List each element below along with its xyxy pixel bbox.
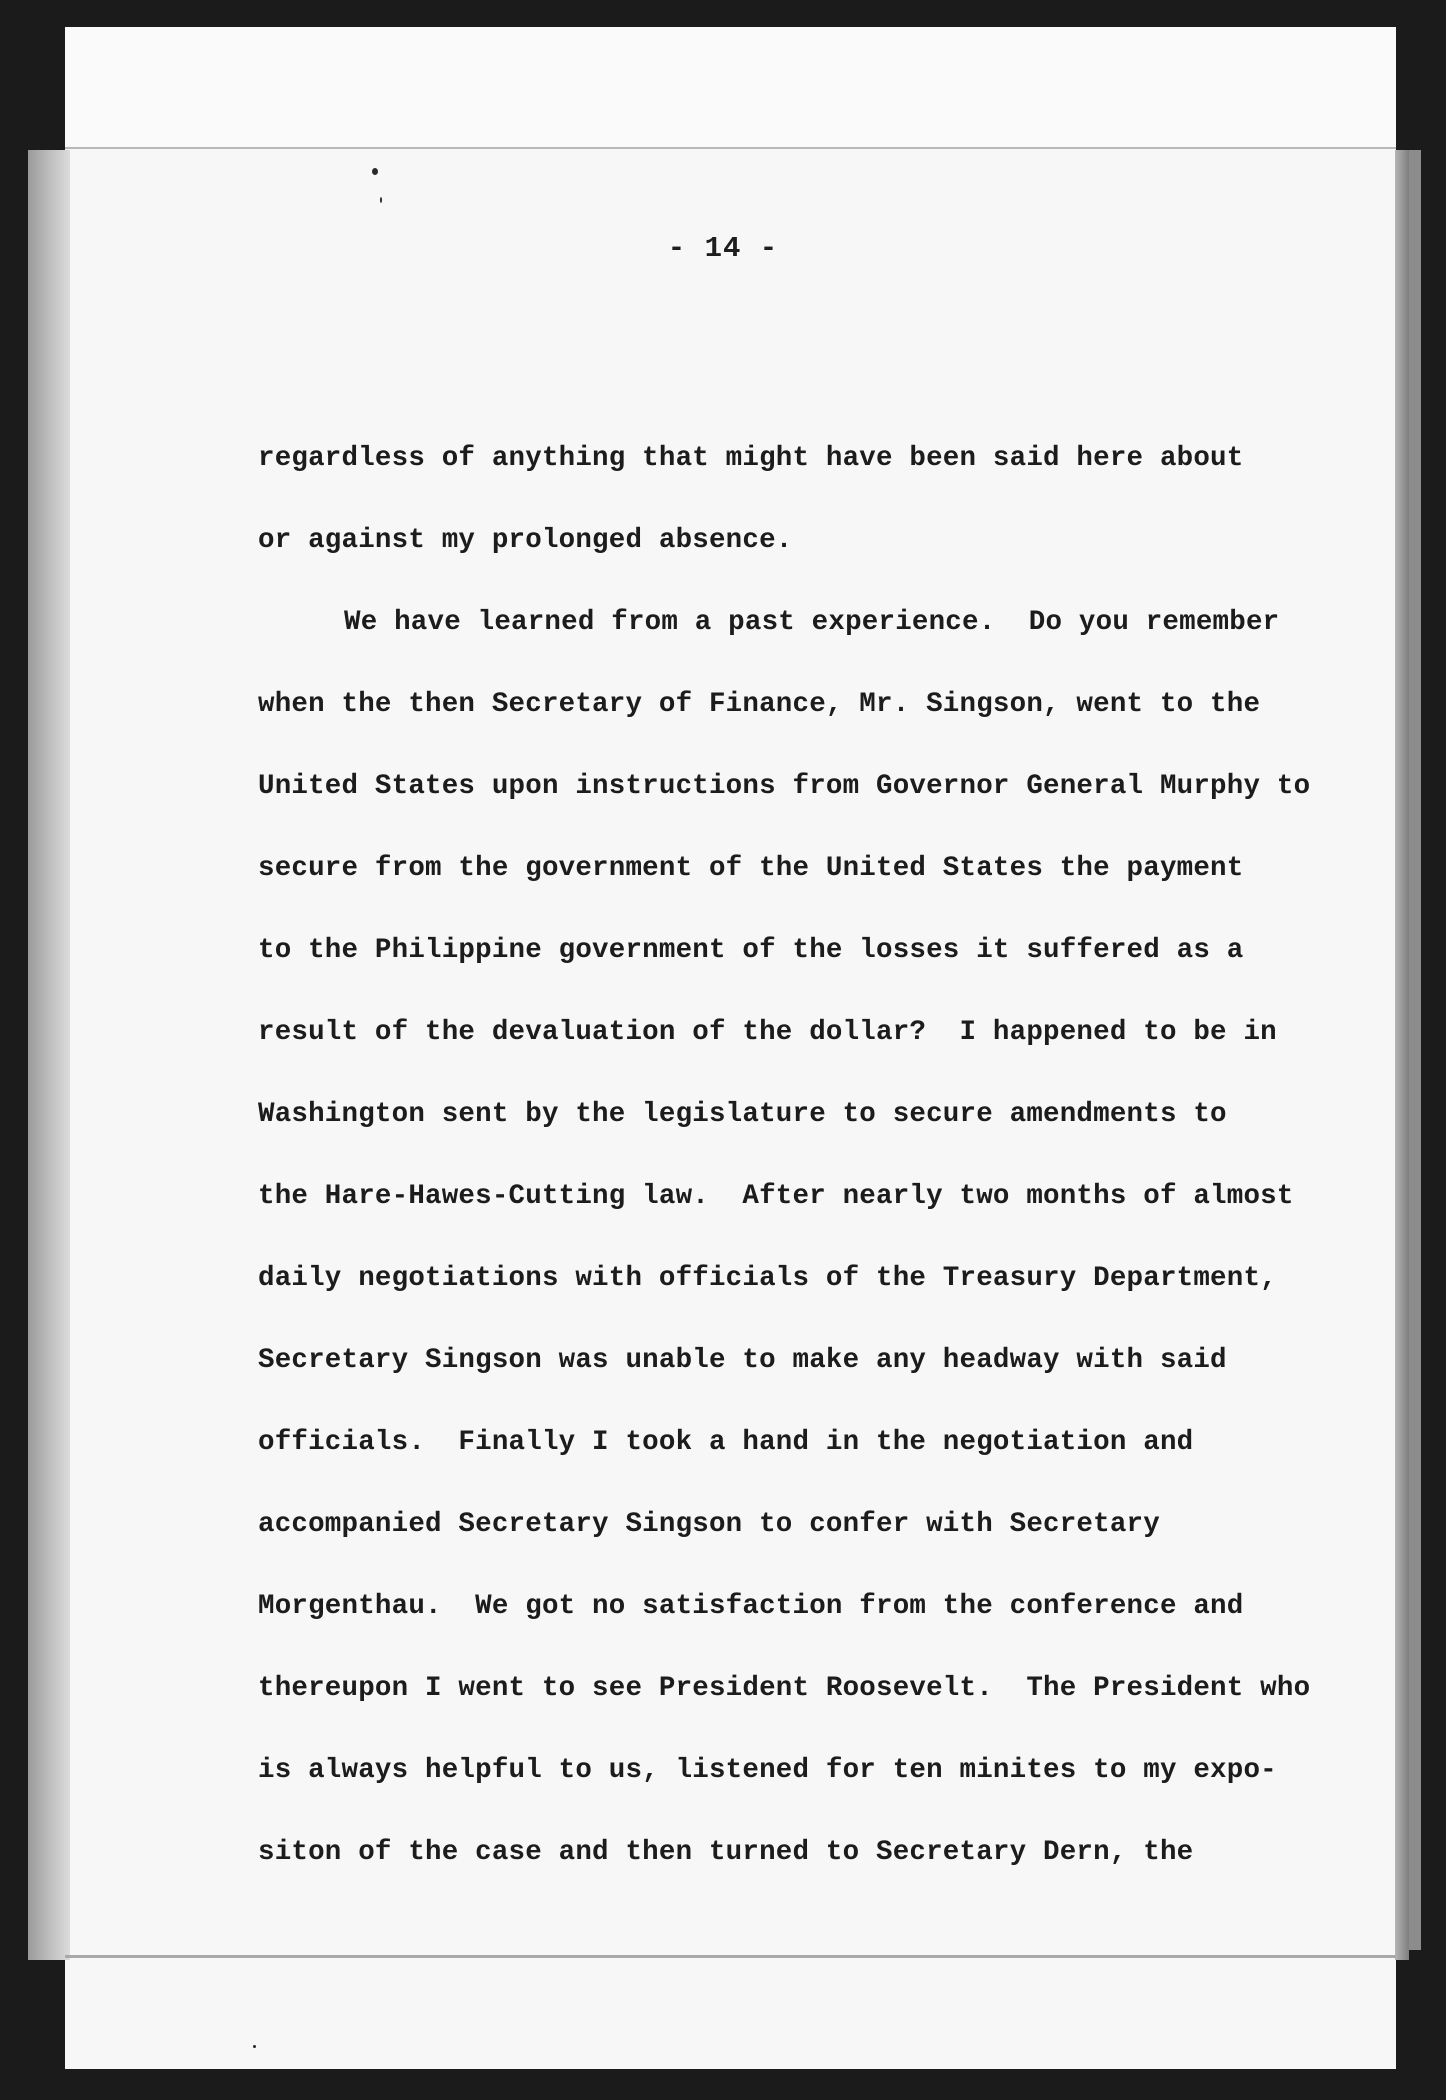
text-line: secure from the government of the United States the payment (258, 853, 1244, 884)
text-line: thereupon I went to see President Roosevelt. The President who (258, 1673, 1311, 1704)
page-top-edge (65, 27, 1396, 149)
text-line: Secretary Singson was unable to make any headway with said (258, 1345, 1227, 1376)
text-line: to the Philippine government of the losses it suffered as a (258, 935, 1244, 966)
text-line: accompanied Secretary Singson to confer with Secretary (258, 1509, 1160, 1540)
ink-speck (253, 2045, 256, 2048)
text-line: officials. Finally I took a hand in the negotiation and (258, 1427, 1194, 1458)
page-bottom-edge (65, 1955, 1396, 1958)
text-line: United States upon instructions from Governor General Murphy to (258, 771, 1311, 802)
ink-speck (372, 168, 378, 175)
text-line: We have learned from a past experience. Do you remember (344, 607, 1280, 638)
text-line: or against my prolonged absence. (258, 525, 793, 556)
text-line: result of the devaluation of the dollar? I happened to be in (258, 1017, 1277, 1048)
text-line: daily negotiations with officials of the Treasury Department, (258, 1263, 1277, 1294)
left-margin-shadow (28, 150, 70, 1960)
text-line: the Hare-Hawes-Cutting law. After nearly two months of almost (258, 1181, 1294, 1212)
text-line: Washington sent by the legislature to secure amendments to (258, 1099, 1227, 1130)
body-text (258, 418, 1328, 1894)
text-line: Morgenthau. We got no satisfaction from the conference and (258, 1591, 1244, 1622)
ink-speck (380, 197, 382, 203)
text-line: siton of the case and then turned to Secretary Dern, the (258, 1837, 1194, 1868)
right-margin-shadow (1395, 150, 1409, 1960)
text-line: when the then Secretary of Finance, Mr. Singson, went to the (258, 689, 1261, 720)
text-line: is always helpful to us, listened for ten minites to my expo- (258, 1755, 1277, 1786)
text-line: regardless of anything that might have been said here about (258, 443, 1244, 474)
page-number: - 14 - (667, 232, 779, 265)
